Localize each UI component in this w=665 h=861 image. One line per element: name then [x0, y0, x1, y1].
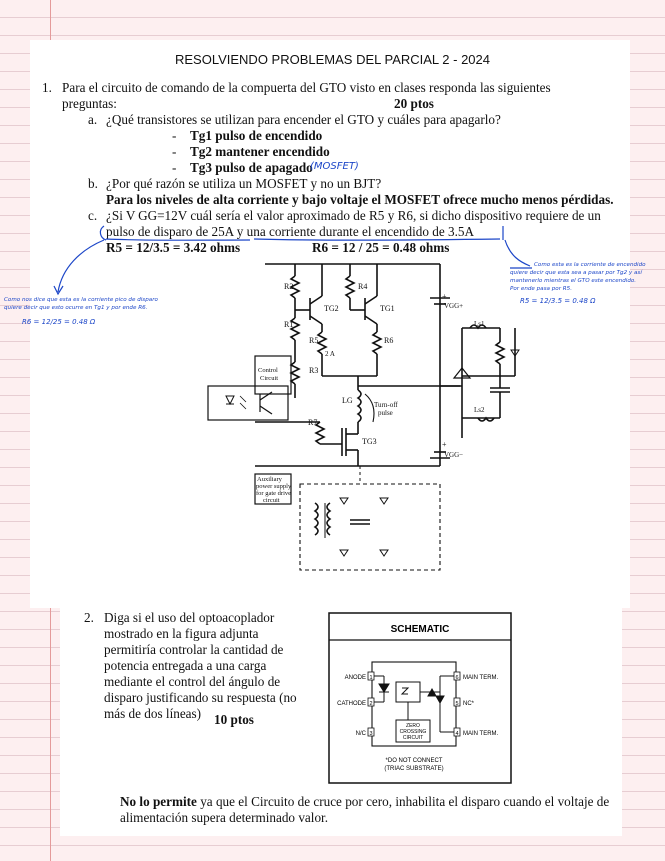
schematic-zc-2: CROSSING	[399, 729, 427, 735]
q1a-mosfet-note: (MOSFET)	[310, 161, 359, 172]
label-vgg-plus: VGG+	[444, 302, 464, 310]
label-r4: R4	[358, 282, 368, 291]
schematic-pin-2: 2	[369, 701, 373, 707]
schematic-nc-star: NC*	[463, 701, 475, 707]
q1b-question: ¿Por qué razón se utiliza un MOSFET y no un BJT?	[106, 176, 382, 191]
label-aux-1: Auxiliary	[257, 476, 282, 483]
annotation-right-formula: R5 = 12/3.5 = 0.48 Ω	[520, 297, 596, 305]
schematic-foot-2: (TRIAC SUBSTRATE)	[384, 766, 444, 772]
schematic-zc-3: CIRCUIT	[402, 735, 424, 741]
schematic-pin-6: 6	[455, 675, 459, 681]
schematic-pin-1: 1	[369, 675, 373, 681]
q1a-dash-3: -	[172, 160, 177, 175]
q1-number: 1.	[42, 80, 52, 95]
q2-line-3: permitiría controlar la cantidad de	[104, 642, 284, 657]
label-r2: R2	[284, 282, 294, 291]
label-r6: R6	[384, 336, 394, 345]
label-aux-2: power supply	[256, 483, 292, 490]
schematic-foot-1: *DO NOT CONNECT	[385, 758, 443, 764]
q2-number: 2.	[84, 610, 94, 625]
annotation-right-3: mantenerlo mientras el GTO este encendido.	[510, 278, 637, 284]
label-2a: 2 A	[325, 350, 335, 358]
label-ls2: Ls2	[474, 406, 485, 414]
label-control-2: Circuit	[260, 375, 279, 382]
q1c-question-1: ¿Si V GG=12V cuál sería el valor aproximado de R5 y R6, si dicho dispositivo requiere de un	[106, 208, 601, 223]
q2-line-6: disparo justificando su respuesta (no	[104, 690, 297, 705]
q1a-question: ¿Qué transistores se utilizan para encender el GTO y cuáles para apagarlo?	[106, 112, 501, 127]
schematic-pin-3: 3	[369, 731, 373, 737]
label-plus-2: +	[442, 440, 447, 449]
q1c-r5-answer: R5 = 12/3.5 = 3.42 ohms	[106, 240, 241, 255]
label-aux-4: circuit	[263, 497, 280, 504]
label-tg2: TG2	[324, 304, 339, 313]
q1a-answer-3: Tg3 pulso de apagado	[190, 160, 313, 175]
q1b-answer: Para los niveles de alta corriente y bajo voltaje el MOSFET ofrece mucho menos pérdidas.	[106, 192, 614, 207]
label-r1: R1	[284, 320, 294, 329]
label-r3: R3	[309, 366, 319, 375]
schematic-nc: N/C	[355, 731, 366, 737]
schematic-pin-4: 4	[455, 731, 459, 737]
label-ls1: Ls1	[474, 320, 485, 328]
label-pulse: pulse	[378, 409, 393, 417]
label-control-1: Control	[258, 367, 278, 374]
q1c-question-2: pulso de disparo de 25A y una corriente durante el encendido de 3.5A	[106, 224, 475, 239]
schematic-main-term-bottom: MAIN TERM.	[463, 731, 499, 737]
schematic-pin-5: 5	[455, 701, 459, 707]
q1b-letter: b.	[88, 176, 98, 191]
q1-line2: preguntas:	[62, 96, 117, 111]
q2-points: 10 ptos	[214, 712, 254, 727]
annotation-left-2: quiere decir que esto ocurre en Tg1 y por ende R6.	[4, 305, 148, 311]
q1a-dash-1: -	[172, 128, 177, 143]
annotation-right-1: Como esta es la corriente de encendido	[534, 262, 646, 268]
q1a-dash-2: -	[172, 144, 177, 159]
label-plus-1: +	[442, 292, 447, 301]
annotation-left-formula: R6 = 12/25 = 0.48 Ω	[22, 318, 96, 326]
q2-answer-line-2: alimentación supera determinado valor.	[120, 810, 328, 825]
q1-points: 20 ptos	[394, 96, 434, 111]
label-aux-3: for gate drive	[256, 490, 292, 497]
q2-line-4: potencia entregada a una carga	[104, 658, 267, 673]
q2-line-1: Diga si el uso del optoacoplador	[104, 610, 275, 625]
schematic-anode: ANODE	[344, 675, 366, 681]
q1a-letter: a.	[88, 112, 98, 127]
label-lg: LG	[342, 396, 353, 405]
q1-line1: Para el circuito de comando de la compuerta del GTO visto en clases responda las siguientes	[62, 80, 551, 95]
q1c-letter: c.	[88, 208, 98, 223]
label-tg3: TG3	[362, 437, 377, 446]
page-title: RESOLVIENDO PROBLEMAS DEL PARCIAL 2 - 2024	[174, 52, 490, 67]
q2-answer-line-1	[120, 794, 609, 810]
label-r5: R5	[309, 336, 319, 345]
label-tg1: TG1	[380, 304, 395, 313]
gto-gate-drive-circuit	[200, 258, 540, 578]
annotation-right-4: Por ende pasa por R5.	[510, 286, 573, 292]
q2-line-2: mostrado en la figura adjunta	[104, 626, 259, 641]
q1c-r6-answer: R6 = 12 / 25 = 0.48 ohms	[312, 240, 450, 255]
schematic-main-term-top: MAIN TERM.	[463, 675, 499, 681]
label-turn-off: Turn-off	[374, 401, 398, 409]
optocoupler-schematic	[328, 612, 512, 784]
q2-answer-bold: No lo permite	[120, 794, 197, 809]
q1a-answer-1: Tg1 pulso de encendido	[190, 128, 323, 143]
q2-line-5: mediante el control del ángulo de	[104, 674, 281, 689]
schematic-title: SCHEMATIC	[390, 624, 450, 635]
schematic-zc-1: ZERO	[406, 723, 420, 729]
schematic-cathode: CATHODE	[337, 701, 366, 707]
label-r7: R7	[308, 418, 318, 427]
annotation-right-2: quiere decir que esta sea a pasar por Tg2 y así	[510, 270, 642, 276]
q2-answer-rest: ya que el Circuito de cruce por cero, inhabilita el disparo cuando el voltaje de	[196, 794, 610, 809]
label-vgg-minus: VGG−	[444, 451, 464, 459]
q1a-answer-2: Tg2 mantener encendido	[190, 144, 330, 159]
q2-line-7: más de dos líneas)	[104, 706, 202, 721]
annotation-left-1: Como nos dice que esta es la corriente pico de disparo	[4, 297, 158, 303]
